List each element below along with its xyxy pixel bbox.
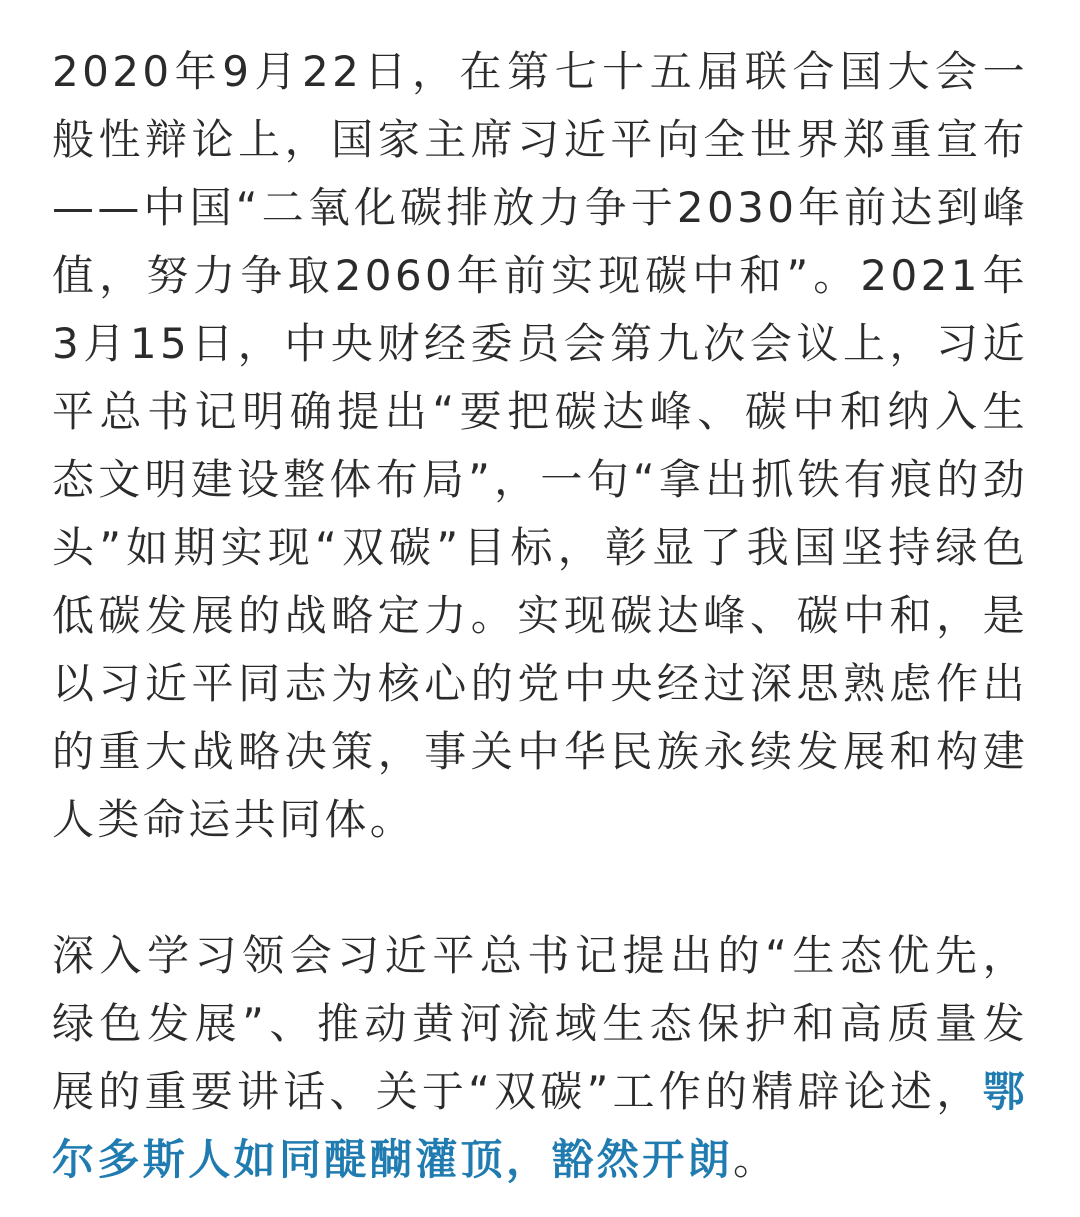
paragraph-text: 深入学习领会习近平总书记提出的“生态优先，绿色发展”、推动黄河流域生态保护和高质量发展的重要讲话、关于“双碳”工作的精辟论述， xyxy=(52,931,1028,1116)
paragraph-ordos-learning xyxy=(52,922,1028,1194)
highlighted-phrase: 鄂尔多斯人如同醍醐灌顶，豁然开朗 xyxy=(52,1067,1028,1184)
paragraph-end-punctuation: 。 xyxy=(733,1135,779,1184)
paragraph-carbon-goals: 2020年9月22日，在第七十五届联合国大会一般性辩论上，国家主席习近平向全世界郑重宣布——中国“二氧化碳排放力争于2030年前达到峰值，努力争取2060年前实现碳中和”。2021年3月15日，中央财经委员会第九次会议上，习近平总书记明确提出“要把碳达峰、碳中和纳入生态文明建设整体布局”，一句“拿出抓铁有痕的劲头”如期实现“双碳”目标，彰显了我国坚持绿色低碳发展的战略定力。实现碳达峰、碳中和，是以习近平同志为核心的党中央经过深思熟虑作出的重大战略决策，事关中华民族永续发展和构建人类命运共同体。 xyxy=(52,47,1028,844)
article-body xyxy=(52,38,1028,1194)
